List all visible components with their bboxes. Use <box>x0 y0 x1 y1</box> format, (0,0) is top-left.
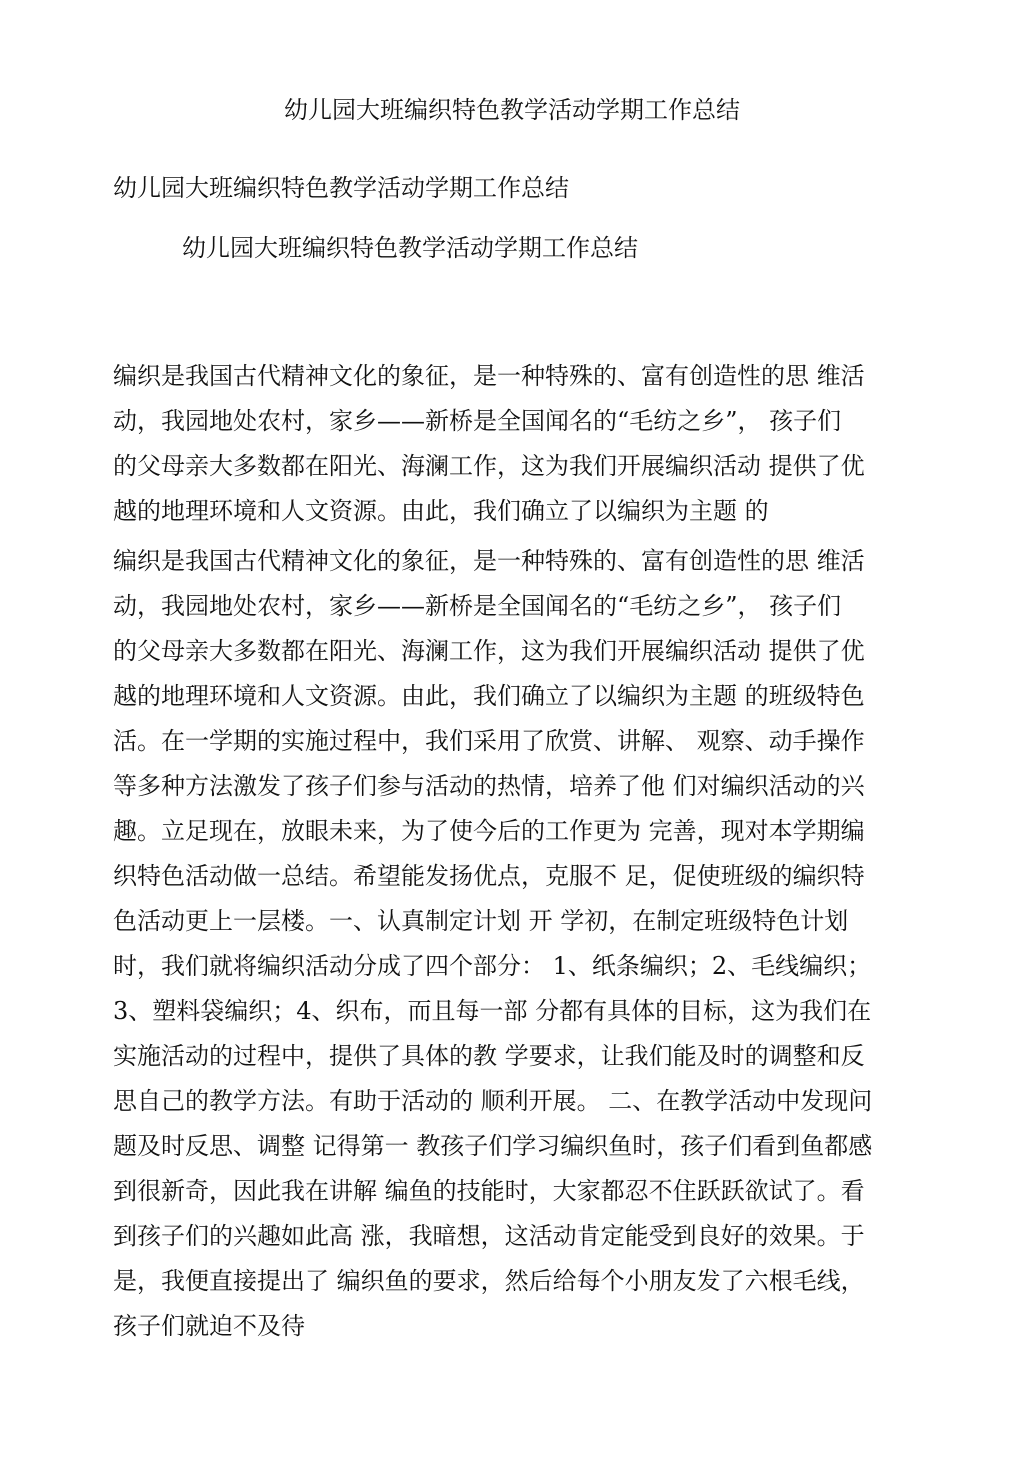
document-title: 幼儿园大班编织特色教学活动学期工作总结 <box>284 96 740 124</box>
document-heading: 幼儿园大班编织特色教学活动学期工作总结 <box>182 234 638 262</box>
paragraph-line: 活。在一学期的实施过程中，我们采用了欣赏、讲解、 观察、动手操作 <box>113 727 865 755</box>
paragraph-line: 的父母亲大多数都在阳光、海澜工作，这为我们开展编织活动 提供了优 <box>113 637 865 665</box>
paragraph-line: 动，我园地处农村，家乡——新桥是全国闻名的“毛纺之乡”， 孩子们 <box>113 592 842 620</box>
paragraph-line: 织特色活动做一总结。希望能发扬优点，克服不 足，促使班级的编织特 <box>113 862 865 890</box>
paragraph-line: 越的地理环境和人文资源。由此，我们确立了以编织为主题 的 <box>113 497 769 525</box>
paragraph-line: 时，我们就将编织活动分成了四个部分： 1、纸条编织；2、毛线编织； <box>113 952 872 980</box>
document-subtitle: 幼儿园大班编织特色教学活动学期工作总结 <box>113 174 569 202</box>
paragraph-line: 越的地理环境和人文资源。由此，我们确立了以编织为主题 的班级特色 <box>113 682 865 710</box>
paragraph-line: 是，我便直接提出了 编织鱼的要求，然后给每个小朋友发了六根毛线， <box>113 1267 865 1295</box>
paragraph-line: 实施活动的过程中，提供了具体的教 学要求，让我们能及时的调整和反 <box>113 1042 865 1070</box>
paragraph-line: 思自己的教学方法。有助于活动的 顺利开展。 二、在教学活动中发现问 <box>113 1087 873 1115</box>
paragraph-line: 编织是我国古代精神文化的象征，是一种特殊的、富有创造性的思 维活 <box>113 547 865 575</box>
paragraph-body <box>113 539 913 1349</box>
paragraph-line: 3、塑料袋编织；4、织布，而且每一部 分都有具体的目标，这为我们在 <box>113 997 872 1025</box>
paragraph-line: 动，我园地处农村，家乡——新桥是全国闻名的“毛纺之乡”， 孩子们 <box>113 407 842 435</box>
paragraph-line: 趣。立足现在，放眼未来，为了使今后的工作更为 完善，现对本学期编 <box>113 817 865 845</box>
paragraph-line: 题及时反思、调整 记得第一 教孩子们学习编织鱼时，孩子们看到鱼都感 <box>113 1132 873 1160</box>
paragraph-line: 孩子们就迫不及待 <box>113 1312 305 1340</box>
paragraph-line: 色活动更上一层楼。一、认真制定计划 开 学初，在制定班级特色计划 <box>113 907 849 935</box>
paragraph-line: 编织是我国古代精神文化的象征，是一种特殊的、富有创造性的思 维活 <box>113 362 865 390</box>
paragraph-line: 的父母亲大多数都在阳光、海澜工作，这为我们开展编织活动 提供了优 <box>113 452 865 480</box>
paragraph-line: 到孩子们的兴趣如此高 涨，我暗想，这活动肯定能受到良好的效果。于 <box>113 1222 865 1250</box>
paragraph-line: 到很新奇，因此我在讲解 编鱼的技能时，大家都忍不住跃跃欲试了。看 <box>113 1177 865 1205</box>
paragraph-line: 等多种方法激发了孩子们参与活动的热情，培养了他 们对编织活动的兴 <box>113 772 865 800</box>
paragraph-intro <box>113 354 913 534</box>
